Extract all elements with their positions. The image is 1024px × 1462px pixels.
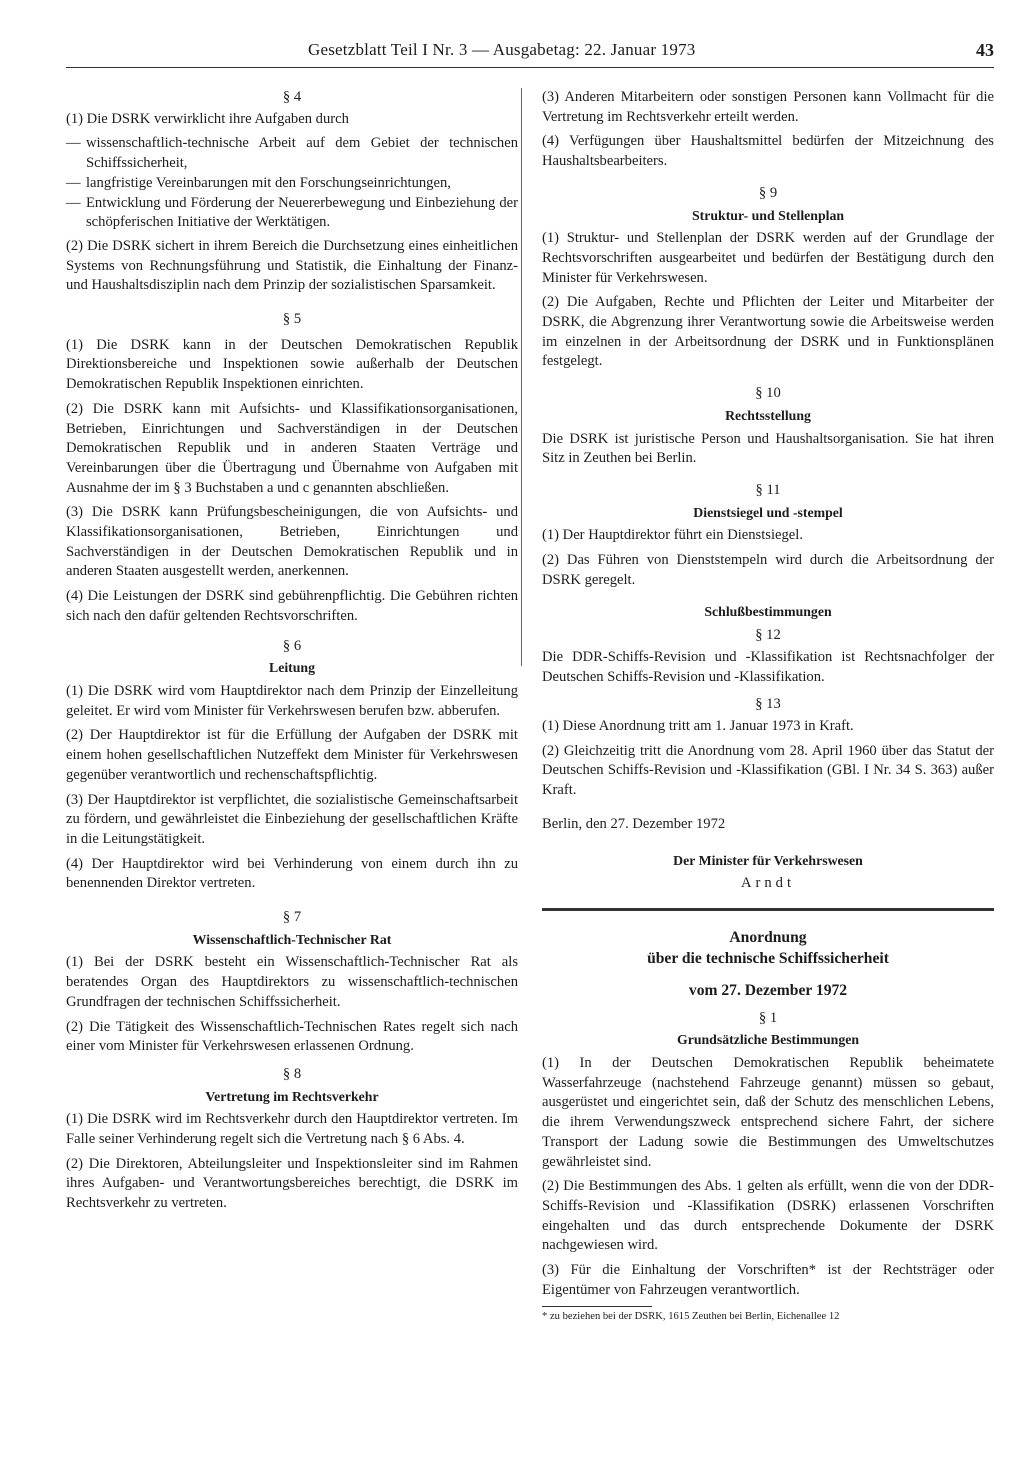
paragraph: (4) Die Leistungen der DSRK sind gebührenpflichtig. Die Gebühren richten sich nach den dafür geltenden Rechtsvorschriften. — [66, 588, 518, 624]
ordinance-title: Anordnung — [729, 928, 807, 946]
section-number: § 7 — [282, 909, 302, 926]
section-heading: Dienstsiegel und -stempel — [693, 504, 843, 520]
column-divider — [521, 88, 522, 666]
section-number: § 9 — [758, 184, 778, 201]
paragraph: (3) Für die Einhaltung der Vorschriften* ist der Rechtsträger oder Eigentümer von Fahrzeugen verantwortlich. — [542, 1262, 994, 1298]
section-heading: Vertretung im Rechtsverkehr — [205, 1088, 379, 1104]
paragraph: (1) Die DSRK wird vom Hauptdirektor nach dem Prinzip der Einzelleitung geleitet. Er wird vom Minister für Verkehrswesen berufen bzw. abberufen. — [66, 682, 518, 719]
paragraph: Die DDR-Schiffs-Revision und -Klassifikation ist Rechtsnachfolger der Deutschen Schiffs-Revision und -Klassifikation. — [542, 648, 994, 685]
section-number: § 1 — [758, 1009, 778, 1026]
task-list — [66, 134, 518, 233]
page-header — [66, 40, 994, 64]
section-number: § 11 — [755, 481, 781, 498]
section-heading: Struktur- und Stellenplan — [691, 207, 845, 223]
paragraph: (2) Die DSRK sichert in ihrem Bereich die Durchsetzung eines einheitlichen Systems von Rechnungsführung und Statistik, die Einhaltung der Finanz- und Haushaltsdisziplin nach dem Prinzip der sozialistischen Sparsamkeit. — [66, 237, 518, 294]
right-column — [542, 88, 994, 1324]
minister-title: Der Minister für Verkehrswesen — [673, 852, 863, 868]
header-rule — [66, 67, 994, 68]
section-heading: Grundsätzliche Bestimmungen — [676, 1032, 860, 1048]
section-number: § 4 — [282, 89, 302, 105]
paragraph: (2) Die Tätigkeit des Wissenschaftlich-Technischen Rates regelt sich nach einer vom Minister für Verkehrswesen erlassenen Ordnung. — [66, 1018, 518, 1055]
ordinance-date: vom 27. Dezember 1972 — [688, 981, 848, 999]
place-and-date: Berlin, den 27. Dezember 1972 — [542, 815, 726, 832]
paragraph: (1) Bei der DSRK besteht ein Wissenschaftlich-Technischer Rat als beratendes Organ des Hauptdirektors zu wissenschaftlich-technischen Grundfragen der technischen Schiffssicherheit. — [66, 954, 518, 1010]
paragraph: (2) Die Aufgaben, Rechte und Pflichten der Leiter und Mitarbeiter der DSRK, die Abgrenzung ihrer Verantwortung sowie die Arbeitsweise werden im einzelnen in der Arbeitsordnung der DSRK und in Funktionsplänen festgelegt. — [542, 294, 994, 370]
paragraph: (1) In der Deutschen Demokratischen Republik beheimatete Wasserfahrzeuge (nachstehend Fahrzeuge genannt) müssen so gebaut, ausgerüstet und eingerichtet sein, daß der Schutz des menschlichen Lebens, die ihrem Verwendungszweck entsprechend sichere Fahrt, der sichere Transport der Ladung sowie die Bestimmungen des Umweltschutzes gewährleistet sind. — [542, 1055, 994, 1170]
section-number: § 8 — [282, 1065, 302, 1082]
section-heading: Rechtsstellung — [725, 407, 811, 423]
header-title: Gesetzblatt Teil I Nr. 3 — Ausgabetag: 22. Januar 1973 — [308, 40, 696, 59]
paragraph: Die DSRK ist juristische Person und Haushaltsorganisation. Sie hat ihren Sitz in Zeuthen bei Berlin. — [542, 430, 994, 467]
section-number: § 12 — [755, 627, 781, 644]
paragraph: (3) Die DSRK kann Prüfungsbescheinigungen, die von Aufsichts- und Klassifikationsorganisationen, Betrieben, Einrichtungen und Sachverständigen in der Deutschen Demokratischen Republik und in anderen Staaten ausgestellt werden, anerkennen. — [66, 504, 518, 580]
section-number: § 13 — [755, 696, 781, 713]
paragraph: (1) Diese Anordnung tritt am 1. Januar 1973 in Kraft. — [542, 717, 854, 734]
page-number: 43 — [976, 40, 994, 60]
paragraph: (1) Die DSRK verwirklicht ihre Aufgaben durch — [66, 110, 349, 127]
paragraph: (2) Das Führen von Dienststempeln wird durch die Arbeitsordnung der DSRK geregelt. — [542, 552, 994, 588]
paragraph: (2) Die DSRK kann mit Aufsichts- und Klassifikationsorganisationen, Betrieben, Einrichtungen und Sachverständigen in der Deutschen Demokratischen Republik und in anderen Staaten Verträge und Vereinbarungen über die Übertragung und Übernahme von Aufgaben mit Ausnahme der im § 3 Buchstaben a und c genannten abschließen. — [66, 400, 518, 496]
list-item: — langfristige Vereinbarungen mit den Forschungseinrichtungen, — [66, 174, 518, 194]
paragraph: (2) Der Hauptdirektor ist für die Erfüllung der Aufgaben der DSRK mit einem hohen gesellschaftlichen Nutzeffekt dem Minister für Verkehrswesen gegenüber verantwortlich und rechenschaftspflichtig. — [66, 727, 518, 783]
list-item: — Entwicklung und Förderung der Neuererbewegung und Einbeziehung der schöpferischen Initiative der Werktätigen. — [66, 194, 518, 233]
paragraph: (3) Anderen Mitarbeitern oder sonstigen Personen kann Vollmacht für die Vertretung im Rechtsverkehr erteilt werden. — [542, 89, 994, 125]
ordinance-subtitle: über die technische Schiffssicherheit — [647, 949, 889, 967]
paragraph: (4) Verfügungen über Haushaltsmittel bedürfen der Mitzeichnung des Haushaltsbearbeiters. — [542, 133, 994, 170]
paragraph: (2) Gleichzeitig tritt die Anordnung vom 28. April 1960 über das Statut der Deutschen Schiffs-Revision und -Klassifikation (GBl. I Nr. 34 S. 363) außer Kraft. — [542, 742, 994, 799]
paragraph: (3) Der Hauptdirektor ist verpflichtet, die sozialistische Gemeinschaftsarbeit zu fördern, und gewährleistet die Einbeziehung der gesellschaftlichen Kräfte in die Leitungstätigkeit. — [66, 791, 518, 847]
section-heading: Wissenschaftlich-Technischer Rat — [192, 931, 392, 947]
paragraph: (2) Die Bestimmungen des Abs. 1 gelten als erfüllt, wenn die von der DDR-Schiffs-Revision und -Klassifikation (DSRK) erlassenen Vorschriften eingehalten und das durch entsprechende Dokumente der DSRK nachgewiesen wird. — [542, 1178, 994, 1254]
paragraph: (1) Die DSRK wird im Rechtsverkehr durch den Hauptdirektor vertreten. Im Falle seiner Verhinderung regelt sich die Vertretung nach § 6 Abs. 4. — [66, 1111, 518, 1148]
footnote-rule — [542, 1306, 652, 1307]
section-heading: Leitung — [269, 660, 315, 676]
paragraph: (1) Struktur- und Stellenplan der DSRK werden auf der Grundlage der Rechtsvorschriften ausgearbeitet und bedürfen der Bestätigung durch den Minister für Verkehrswesen. — [542, 230, 994, 286]
paragraph: (1) Der Hauptdirektor führt ein Dienstsiegel. — [542, 527, 803, 544]
footnote: * zu beziehen bei der DSRK, 1615 Zeuthen bei Berlin, Eichenallee 12 — [542, 1311, 840, 1323]
list-item: — wissenschaftlich-technische Arbeit auf dem Gebiet der technischen Schiffssicherheit, — [66, 134, 518, 173]
paragraph: (4) Der Hauptdirektor wird bei Verhinderung von einem durch ihn zu benennenden Direktor vertreten. — [66, 855, 518, 892]
section-number: § 6 — [282, 637, 302, 654]
final-provisions-heading: Schlußbestimmungen — [704, 604, 832, 620]
section-rule — [542, 908, 994, 911]
paragraph: (2) Die Direktoren, Abteilungsleiter und Inspektionsleiter sind im Rahmen ihres Aufgaben- und Verantwortungsbereiches berechtigt, die DSRK im Rechtsverkehr zu vertreten. — [66, 1155, 518, 1212]
left-column — [66, 88, 518, 1219]
section-number: § 5 — [282, 311, 302, 328]
section-number: § 10 — [755, 385, 781, 402]
signer-name: Arndt — [740, 875, 796, 892]
paragraph: (1) Die DSRK kann in der Deutschen Demokratischen Republik Direktionsbereiche und Inspektionen sowie außerhalb der Deutschen Demokratischen Republik Inspektionen einrichten. — [66, 336, 518, 393]
